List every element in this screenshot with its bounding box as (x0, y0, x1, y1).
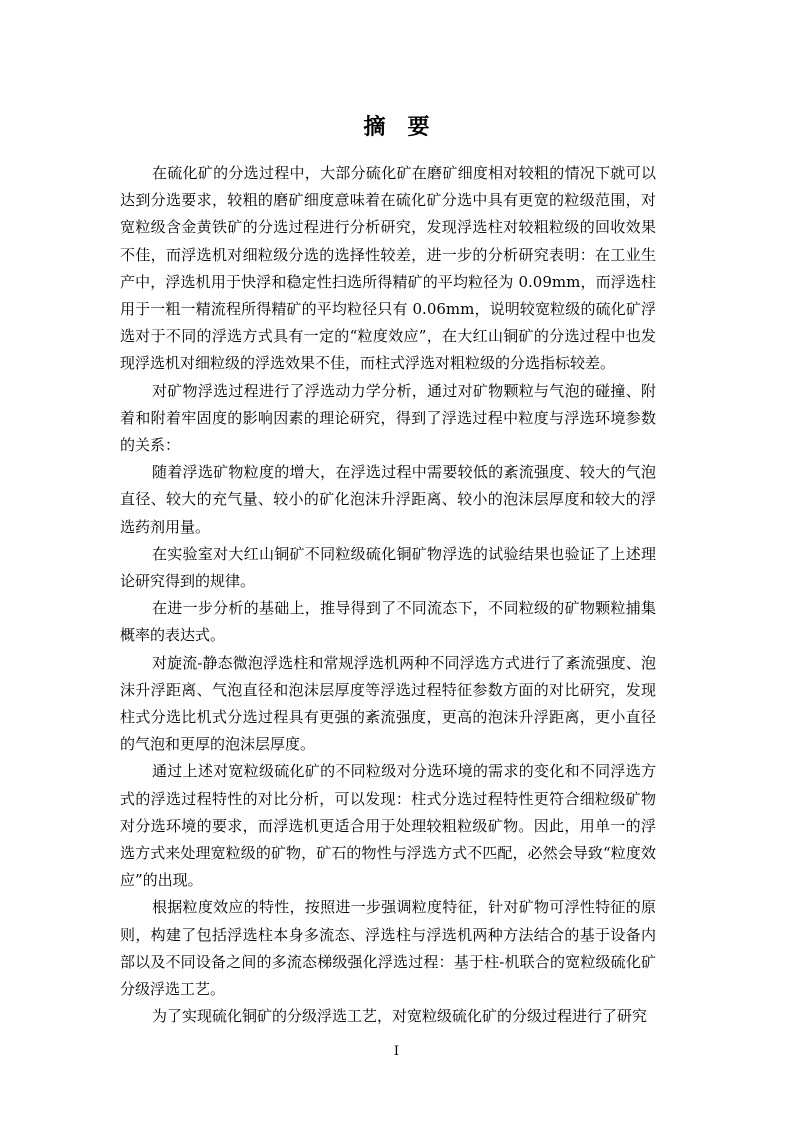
paragraph-8: 根据粒度效应的特性，按照进一步强调粒度特征，针对矿物可浮性特征的原则，构建了包括浮选柱本身多流态、浮选柱与浮选机两种方法结合的基于设备内部以及不同设备之间的多流态梯级强化浮选过程：基于柱-机联合的宽粒级硫化矿分级浮选工艺。 (120, 898, 656, 999)
paragraph-3: 随着浮选矿物粒度的增大，在浮选过程中需要较低的紊流强度、较大的气泡直径、较大的充气量、较小的矿化泡沫升浮距离、较小的泡沫层厚度和较大的浮选药剂用量。 (120, 463, 656, 536)
page-number: I (393, 1044, 400, 1059)
page-title: 摘要 (363, 114, 452, 140)
abstract-body (120, 160, 656, 1031)
paragraph-1: 在硫化矿的分选过程中，大部分硫化矿在磨矿细度相对较粗的情况下就可以达到分选要求，较粗的磨矿细度意味着在硫化矿分选中具有更宽的粒级范围，对宽粒级含金黄铁矿的分选过程进行分析研究，发现浮选柱对较粗粒级的回收效果不佳，而浮选机对细粒级分选的选择性较差，进一步的分析研究表明：在工业生产中，浮选机用于快浮和稳定性扫选所得精矿的平均粒径为 0.09mm，而浮选柱用于一粗一精流程所得精矿的平均粒径只有 0.06mm，说明较宽粒级的硫化矿浮选对于不同的浮选方式具有一定的“粒度效应”，在大红山铜矿的分选过程中也发现浮选机对细粒级的浮选效果不佳，而柱式浮选对粗粒级的分选指标较差。 (120, 164, 656, 373)
paragraph-6: 对旋流-静态微泡浮选柱和常规浮选机两种不同浮选方式进行了紊流强度、泡沫升浮距离、气泡直径和泡沫层厚度等浮选过程特征参数方面的对比研究，发现柱式分选比机式分选过程具有更强的紊流强度，更高的泡沫升浮距离，更小直径的气泡和更厚的泡沫层厚度。 (120, 653, 656, 754)
paragraph-5: 在进一步分析的基础上，推导得到了不同流态下，不同粒级的矿物颗粒捕集概率的表达式。 (120, 599, 656, 645)
paragraph-9: 为了实现硫化铜矿的分级浮选工艺，对宽粒级硫化矿的分级过程进行了研究 (152, 1007, 648, 1026)
paragraph-7: 通过上述对宽粒级硫化矿的不同粒级对分选环境的需求的变化和不同浮选方式的浮选过程特性的对比分析，可以发现：柱式分选过程特性更符合细粒级矿物对分选环境的要求，而浮选机更适合用于处理较粗粒级矿物。因此，用单一的浮选方式来处理宽粒级的矿物，矿石的物性与浮选方式不匹配，必然会导致“粒度效应”的出现。 (120, 762, 656, 890)
paragraph-2: 对矿物浮选过程进行了浮选动力学分析，通过对矿物颗粒与气泡的碰撞、附着和附着牢固度的影响因素的理论研究，得到了浮选过程中粒度与浮选环境参数的关系： (120, 381, 656, 455)
paragraph-4: 在实验室对大红山铜矿不同粒级硫化铜矿物浮选的试验结果也验证了上述理论研究得到的规律。 (120, 544, 656, 591)
